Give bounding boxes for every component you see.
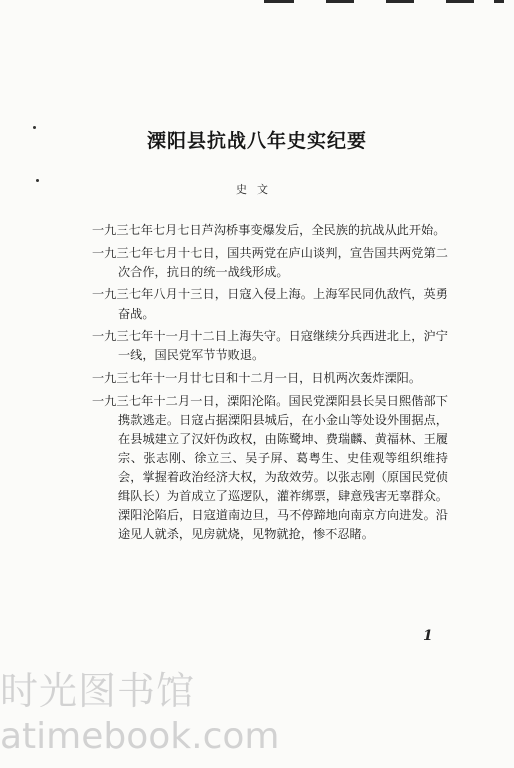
chronology-entry: 一九三七年十一月十二日上海失守。日寇继续分兵西进北上，沪宁一线，国民党军节节败退。	[92, 329, 448, 363]
watermark-name: 时光图书馆	[0, 669, 196, 713]
chronology-entry: 一九三七年十二月一日，溧阳沦陷。国民党溧阳县长吴日熙偕部下携款逃走。日寇占据溧阳县城后，在小金山等处设外围据点，在县城建立了汉奸伪政权，由陈鹭坤、费瑞麟、黄福林、王履宗、张志刚、徐立三、吴子屏、葛粤生、史佳观等组织维持会，掌握着政治经济大权，为敌效劳。以张志刚（原国民党侦缉队长）为首成立了巡逻队，灌祚绑票，肆意残害无辜群众。溧阳沦陷后，日寇道南边旦，马不停蹄地向南京方向进发。沿途见人就杀，见房就烧，见物就抢，惨不忍睹。	[92, 393, 448, 542]
author-name: 史文	[236, 183, 278, 196]
top-edge-mark	[326, 0, 354, 3]
top-edge-mark	[264, 0, 294, 3]
chronology-entry: 一九三七年八月十三日，日寇入侵上海。上海军民同仇敌忾，英勇奋战。	[92, 287, 448, 321]
page-title: 溧阳县抗战八年史实纪要	[146, 130, 367, 152]
watermark-url: atimebook.com	[0, 716, 280, 757]
chronology-list	[92, 221, 448, 548]
top-edge-mark	[446, 0, 474, 3]
top-edge-mark	[386, 0, 414, 3]
page-number: 1	[423, 628, 433, 644]
chronology-entry: 一九三七年七月七日芦沟桥事变爆发后，全民族的抗战从此开始。	[92, 223, 446, 237]
chronology-entry: 一九三七年十一月廿七日和十二月一日，日机两次轰炸溧阳。	[92, 371, 422, 386]
chronology-entry: 一九三七年七月十七日，国共两党在庐山谈判，宣告国共两党第二次合作，抗日的统一战线形成。	[92, 245, 448, 279]
top-edge-mark	[494, 0, 504, 3]
